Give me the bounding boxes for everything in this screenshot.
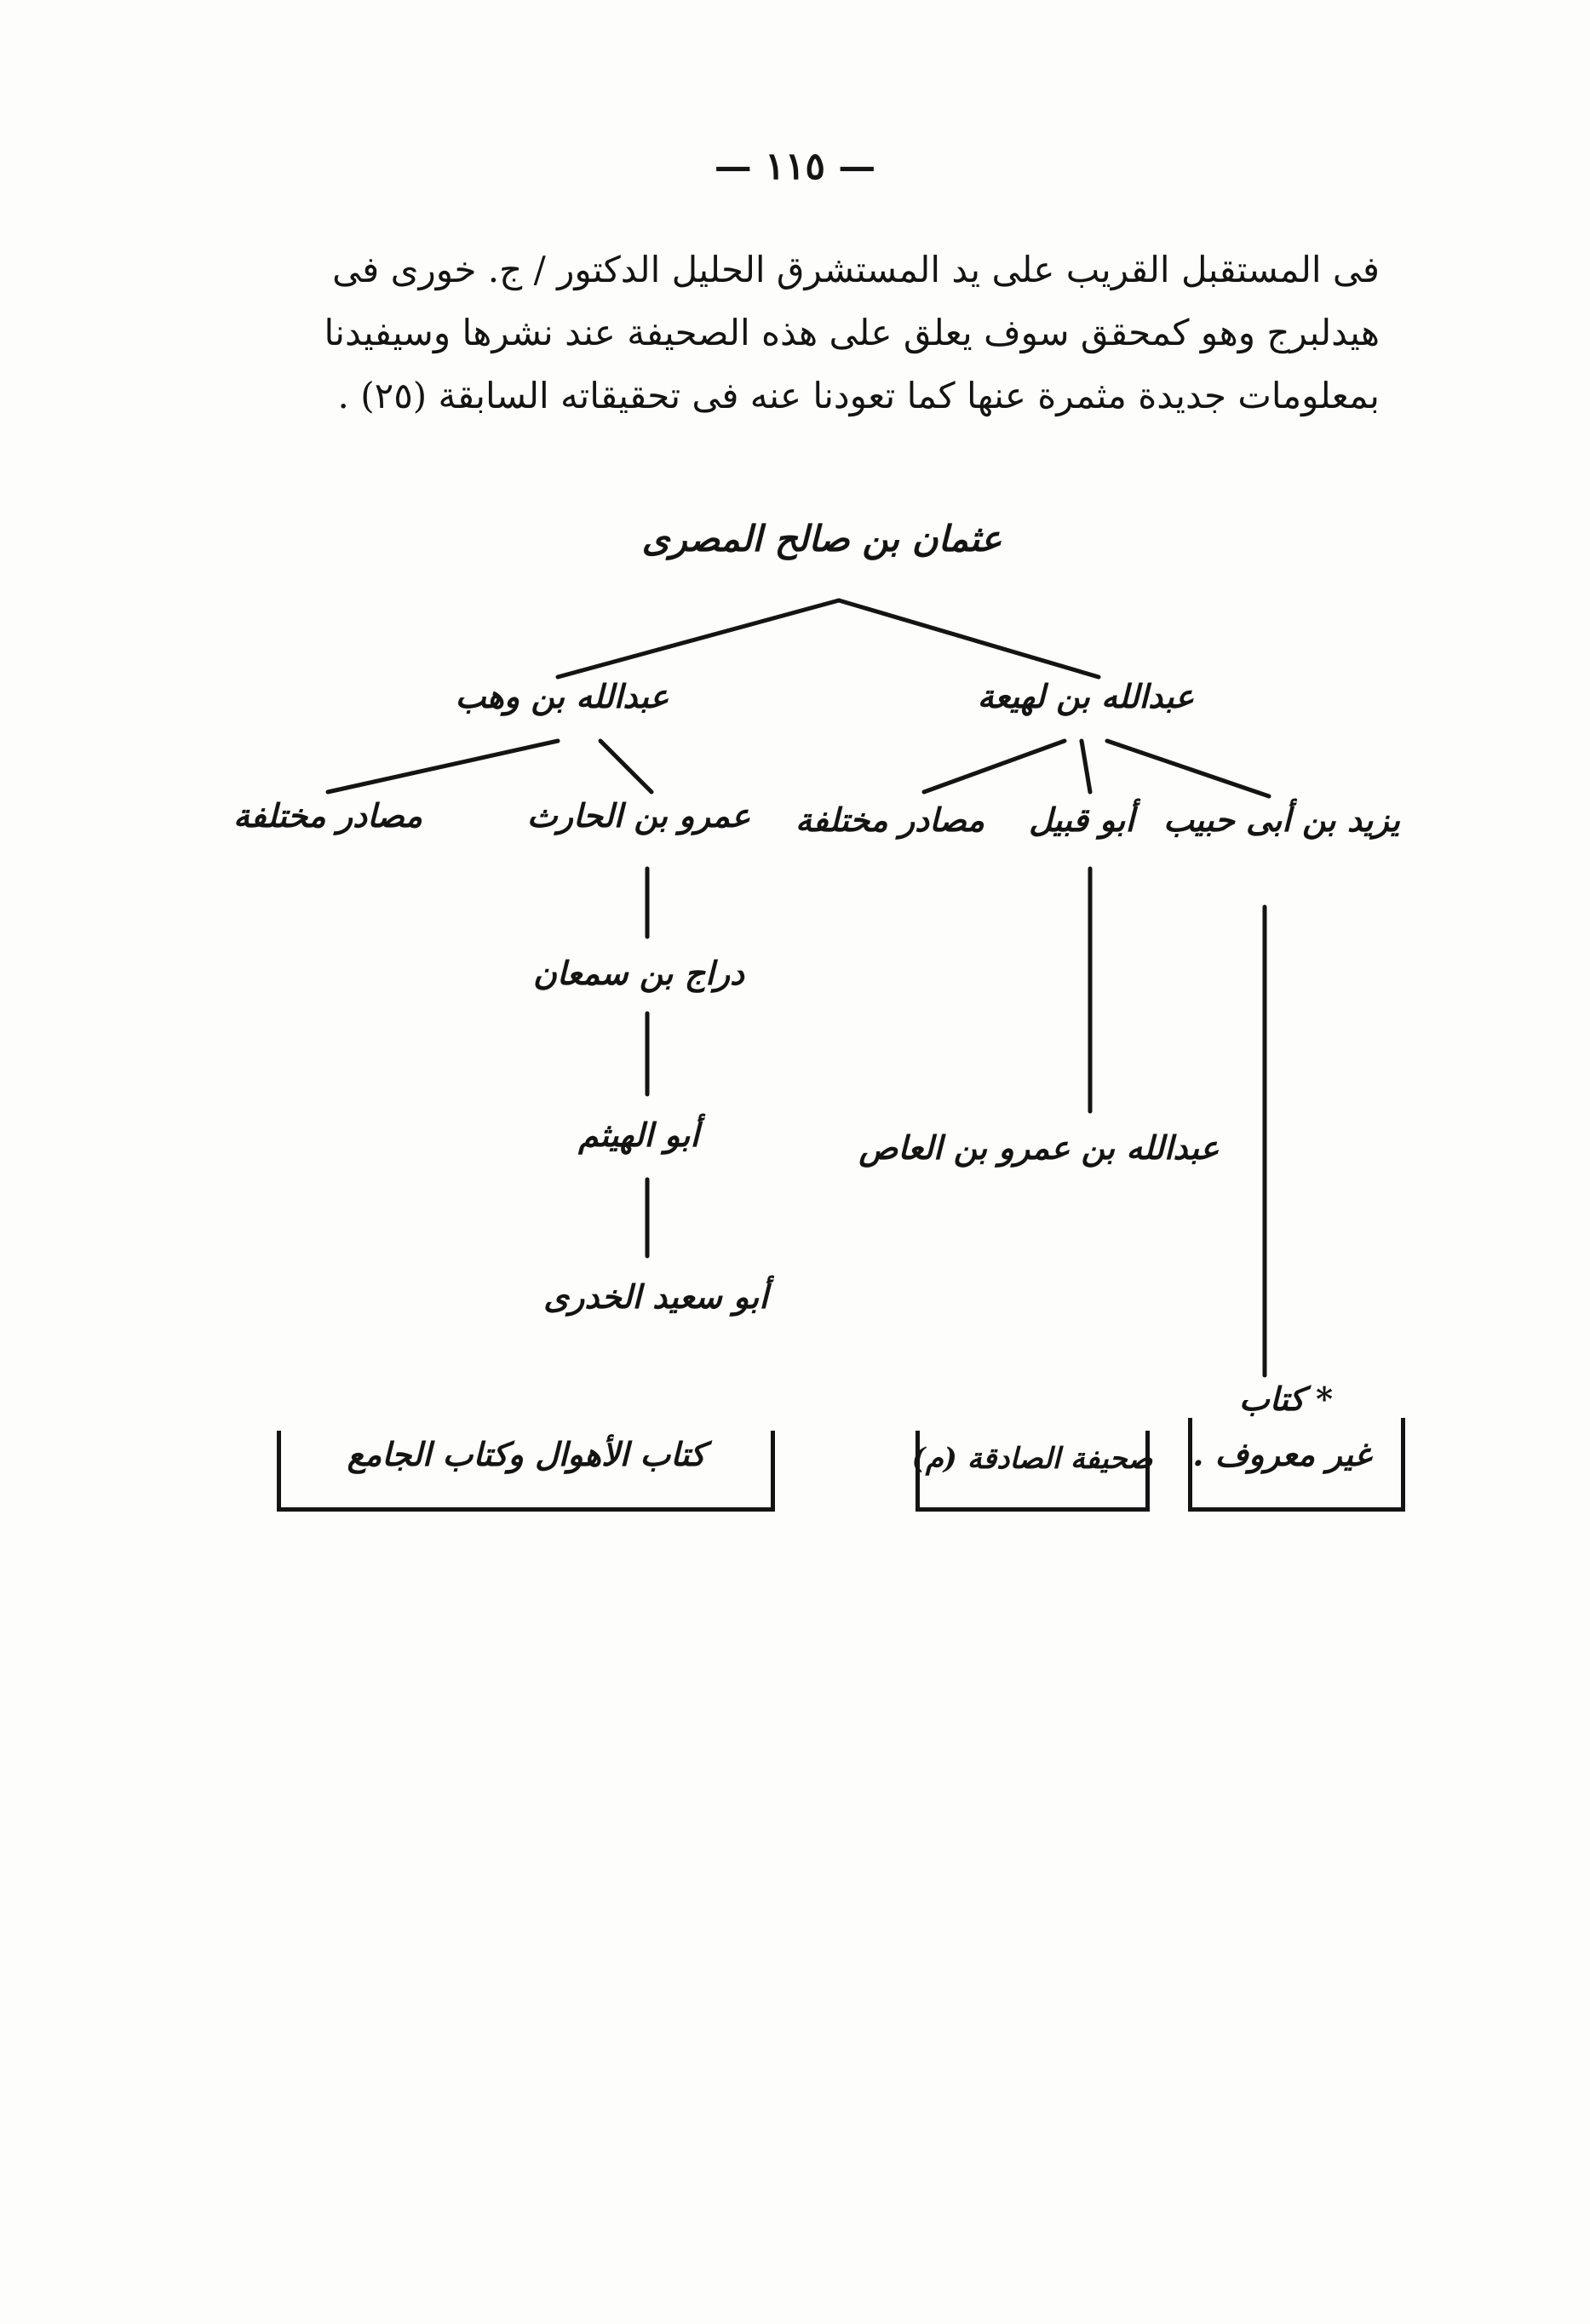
paragraph-line-1: فى المستقبل القريب على يد المستشرق الحليل الدكتور / ج. خورى فى — [332, 249, 1380, 290]
node-amr-ibn-al-harith: عمرو بن الحارث — [526, 796, 751, 835]
node-abdullah-ibn-lahia: عبدالله بن لهيعة — [977, 677, 1195, 715]
node-abdullah-ibn-amr-ibn-al-as: عبدالله بن عمرو بن العاص — [858, 1128, 1220, 1167]
node-abu-said-al-khudri: أبو سعيد الخدرى — [543, 1277, 768, 1316]
node-masadir-right: مصادر مختلفة — [795, 800, 984, 839]
edge-lahia-abuqabil — [1082, 741, 1090, 792]
paragraph-line-3: بمعلومات جديدة مثمرة عنها كما تعودنا عنه فى تحقيقاته السابقة (٢٥) . — [337, 375, 1380, 416]
page-number: — ١١٥ — — [714, 145, 876, 188]
edge-lahia-masadir — [924, 741, 1065, 792]
root-uthman-ibn-salih: عثمان بن صالح المصرى — [641, 518, 1002, 559]
edge-root-right — [839, 600, 1099, 677]
node-yazid-ibn-abi-habib: يزيد بن أبى حبيب — [1163, 800, 1400, 839]
node-abdullah-ibn-wahb: عبدالله بن وهب — [455, 677, 669, 715]
edge-lahia-yazid — [1107, 741, 1269, 796]
node-darraj-ibn-saman: دراج بن سمعان — [533, 954, 744, 992]
box-right-text-line2: غير معروف . — [1192, 1435, 1371, 1473]
edge-wahb-masadir — [328, 741, 558, 792]
edge-wahb-amr — [600, 741, 651, 792]
node-abu-qabil: أبو قبيل — [1029, 800, 1134, 839]
paragraph-line-2: هيدلبرج وهو كمحقق سوف يعلق على هذه الصحيفة عند نشرها وسيفيدنا — [324, 312, 1380, 353]
box-left-text: كتاب الأهوال وكتاب الجامع — [347, 1435, 706, 1473]
box-middle-text: صحيفة الصادقة (م) — [911, 1442, 1153, 1476]
edge-root-left — [558, 600, 839, 677]
node-abu-al-haytham: أبو الهيثم — [578, 1116, 699, 1154]
node-masadir-left: مصادر مختلفة — [233, 796, 422, 835]
box-right-text-line1: * كتاب — [1238, 1380, 1334, 1418]
